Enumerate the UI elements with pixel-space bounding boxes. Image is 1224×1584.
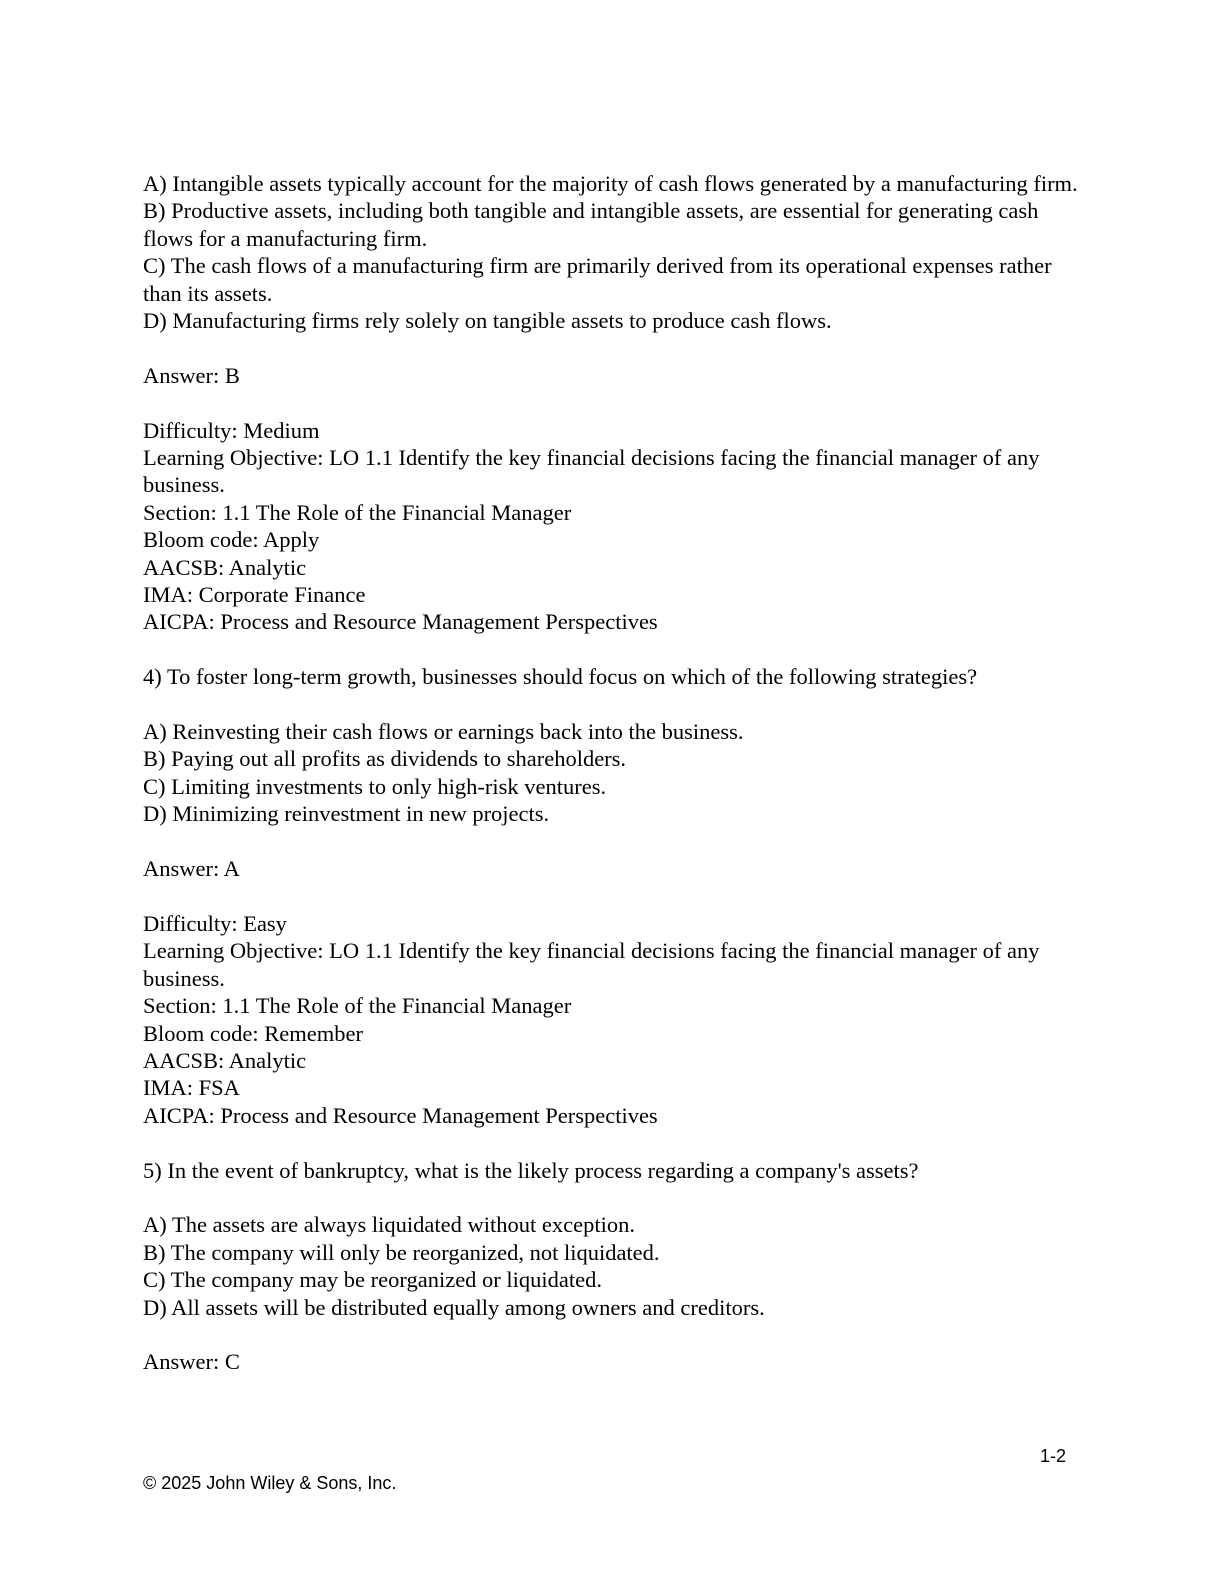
q3-difficulty: Difficulty: Medium [143,417,320,443]
q5-option-c: C) The company may be reorganized or liquidated. [143,1267,603,1293]
q4-aacsb: AACSB: Analytic [143,1047,307,1073]
q4-question: 4) To foster long-term growth, businesses should focus on which of the following strategies? [143,664,978,690]
q3-section: Section: 1.1 The Role of the Financial Manager [143,499,572,525]
q4-section: Section: 1.1 The Role of the Financial Manager [143,993,572,1019]
q4-option-c: C) Limiting investments to only high-risk ventures. [143,773,607,799]
q5-option-d: D) All assets will be distributed equally among owners and creditors. [143,1294,765,1320]
q4-learning-objective: Learning Objective: LO 1.1 Identify the key financial decisions facing the financial manager of any business. [143,938,1040,991]
copyright-notice: © 2025 John Wiley & Sons, Inc. [143,1473,397,1493]
q4-answer: Answer: A [143,856,240,882]
q4-ima: IMA: FSA [143,1075,240,1101]
q3-aacsb: AACSB: Analytic [143,554,307,580]
q4-option-d: D) Minimizing reinvestment in new projects. [143,801,550,827]
q5-question: 5) In the event of bankruptcy, what is the likely process regarding a company's assets? [143,1157,919,1183]
q5-answer: Answer: C [143,1349,240,1375]
q3-ima: IMA: Corporate Finance [143,582,366,608]
page-number: 1-2 [1040,1446,1067,1466]
q3-learning-objective: Learning Objective: LO 1.1 Identify the key financial decisions facing the financial manager of any business. [143,445,1040,498]
q5-option-a: A) The assets are always liquidated without exception. [143,1212,635,1238]
q4-bloom-code: Bloom code: Remember [143,1020,363,1046]
q4-option-a: A) Reinvesting their cash flows or earnings back into the business. [143,719,744,745]
q4-option-b: B) Paying out all profits as dividends to shareholders. [143,746,627,772]
q3-bloom-code: Bloom code: Apply [143,527,320,553]
q4-aicpa: AICPA: Process and Resource Management Perspectives [143,1102,658,1128]
q3-option-b: B) Productive assets, including both tangible and intangible assets, are essential for generating cash flows for a manufacturing firm. [143,198,1039,251]
q3-option-d: D) Manufacturing firms rely solely on tangible assets to produce cash flows. [143,308,832,334]
q3-option-c: C) The cash flows of a manufacturing firm are primarily derived from its operational expenses rather than its assets. [143,253,1052,306]
q3-aicpa: AICPA: Process and Resource Management Perspectives [143,609,658,635]
q5-option-b: B) The company will only be reorganized, not liquidated. [143,1239,660,1265]
q4-difficulty: Difficulty: Easy [143,910,287,936]
q3-option-a: A) Intangible assets typically account for the majority of cash flows generated by a manufacturing firm. [143,171,1078,196]
page-content [143,170,1083,1376]
q3-answer: Answer: B [143,362,240,388]
